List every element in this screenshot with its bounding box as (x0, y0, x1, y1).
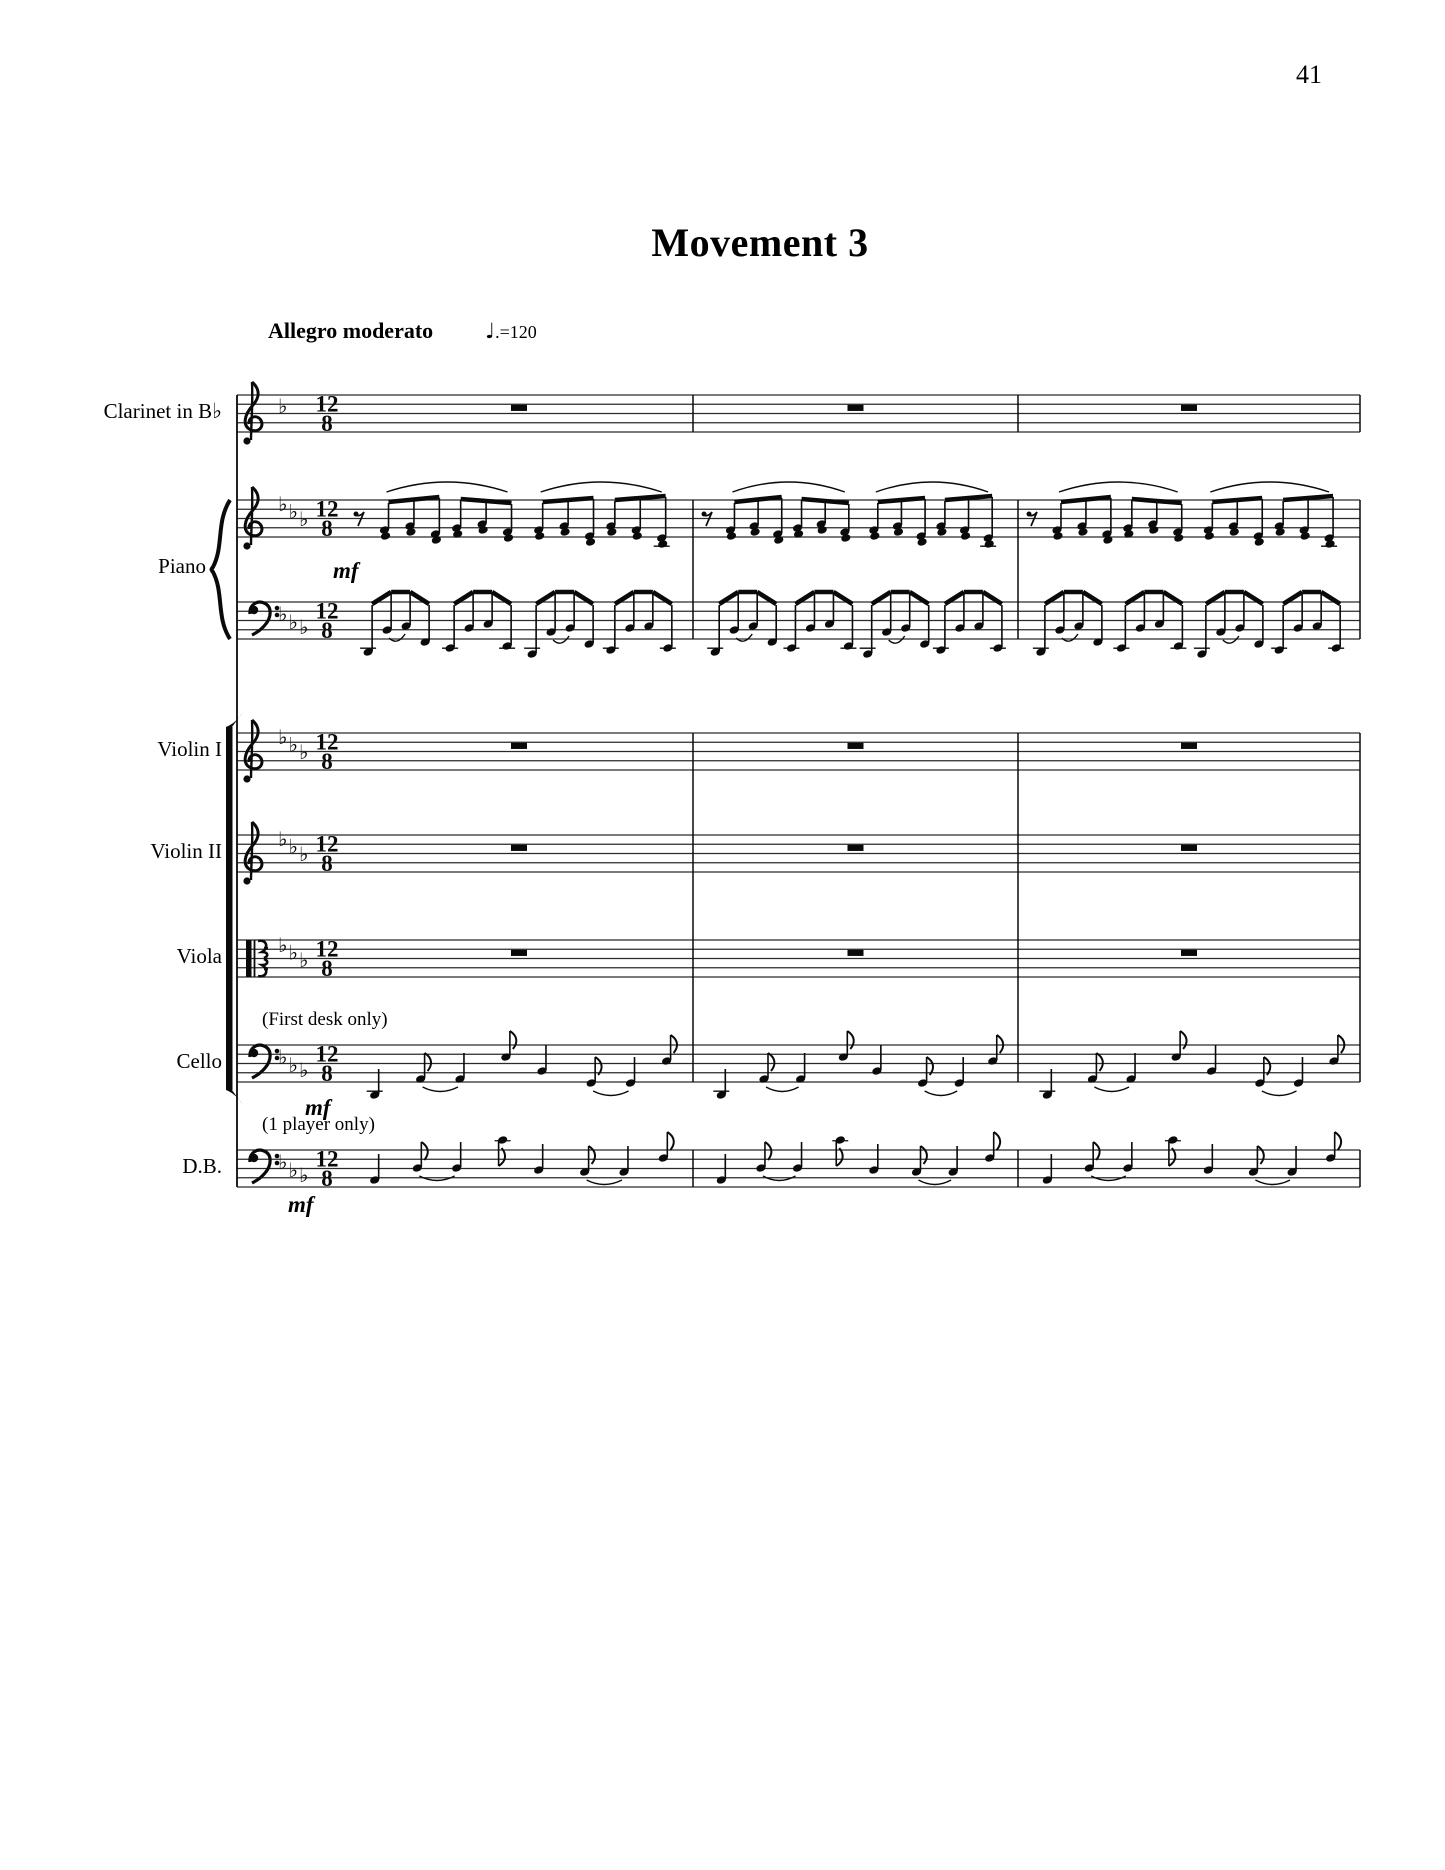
instrument-label-piano: Piano (158, 554, 206, 578)
time-signature-top: 12 (315, 598, 339, 624)
page-title: Movement 3 (651, 220, 869, 265)
slur (876, 482, 988, 492)
treble-clef-icon (251, 822, 252, 880)
eighth-flag (667, 1132, 673, 1150)
flat-sign: ♭ (288, 732, 298, 757)
flat-sign: ♭ (299, 1058, 309, 1082)
flat-sign: ♭ (278, 602, 288, 626)
slur (1210, 482, 1329, 492)
flat-sign: ♭ (278, 1150, 288, 1174)
slur (423, 1087, 458, 1092)
eighth-flag (499, 1148, 505, 1166)
slur (1223, 636, 1239, 643)
treble-clef-icon (245, 382, 262, 431)
flat-sign: ♭ (299, 948, 309, 972)
eighth-flag (921, 1146, 927, 1164)
slur (1094, 1087, 1129, 1092)
alto-clef-icon (246, 940, 252, 977)
whole-measure-rest (511, 405, 527, 411)
flat-sign: ♭ (299, 1163, 309, 1187)
eighth-flag (671, 1035, 677, 1053)
treble-clef-icon (243, 877, 250, 884)
strings-bracket-tip (226, 1090, 243, 1105)
instrument-label-viola: Viola (176, 944, 222, 968)
time-signature-bottom: 8 (321, 1166, 333, 1191)
flat-sign: ♭ (278, 725, 288, 749)
flat-sign: ♭ (278, 933, 288, 957)
eighth-flag (836, 1148, 842, 1166)
flat-sign: ♭ (288, 1053, 298, 1077)
slur (736, 634, 752, 641)
treble-clef-icon (245, 720, 262, 769)
whole-measure-rest (1181, 845, 1197, 851)
slur (553, 636, 569, 643)
time-signature-top: 12 (315, 831, 339, 857)
time-signature-bottom: 8 (321, 1061, 333, 1086)
dynamic-marking-db: mf (288, 1192, 314, 1217)
eighth-flag (1335, 1132, 1341, 1150)
staff-annotation-db: (1 player only) (262, 1114, 375, 1135)
time-signature-top: 12 (315, 729, 339, 755)
whole-measure-rest (1181, 950, 1197, 956)
time-signature-bottom: 8 (321, 851, 333, 876)
time-signature-top: 12 (315, 391, 339, 417)
eighth-flag (1257, 1146, 1263, 1164)
treble-clef-icon (243, 542, 250, 549)
alto-clef-icon (264, 967, 268, 971)
flat-sign: ♭ (278, 492, 288, 516)
flat-sign: ♭ (288, 499, 298, 524)
time-signature-bottom: 8 (321, 516, 333, 541)
whole-measure-rest (1181, 743, 1197, 749)
time-signature-top: 12 (315, 1041, 339, 1067)
slur (1255, 1180, 1290, 1185)
slur (925, 1091, 958, 1096)
treble-clef-icon (251, 720, 252, 778)
eighth-flag (1096, 1053, 1102, 1071)
strings-bracket (226, 727, 233, 1090)
time-signature-top: 12 (315, 496, 339, 522)
slur (766, 1087, 799, 1092)
instrument-label-cello: Cello (176, 1049, 222, 1073)
piano-brace-icon (212, 500, 231, 639)
whole-measure-rest (848, 405, 864, 411)
flat-sign: ♭ (299, 507, 309, 531)
flat-sign: ♭ (288, 834, 298, 859)
eighth-flag (1338, 1035, 1344, 1053)
eighth-flag (510, 1031, 516, 1049)
dynamic-marking-cello: mf (305, 1095, 331, 1120)
instrument-label-violin2: Violin II (150, 839, 222, 863)
eighth-flag (421, 1142, 427, 1160)
treble-clef-icon (251, 487, 252, 545)
flat-sign: ♭ (288, 610, 298, 634)
alto-clef-icon (264, 946, 268, 950)
whole-measure-rest (848, 845, 864, 851)
slur (587, 1180, 622, 1185)
whole-measure-rest (511, 950, 527, 956)
slur (732, 482, 844, 492)
treble-clef-icon (245, 487, 262, 536)
eighth-flag (765, 1142, 771, 1160)
eighth-flag (768, 1053, 774, 1071)
instrument-label-violin1: Violin I (157, 737, 222, 761)
flat-sign: ♭ (288, 1158, 298, 1182)
flat-sign: ♭ (278, 827, 288, 851)
time-signature-top: 12 (315, 936, 339, 962)
time-signature-top: 12 (315, 1146, 339, 1172)
eighth-flag (589, 1146, 595, 1164)
slur (389, 634, 405, 641)
whole-measure-rest (848, 950, 864, 956)
whole-measure-rest (1181, 405, 1197, 411)
flat-sign: ♭ (299, 740, 309, 764)
treble-clef-icon (245, 822, 262, 871)
dotted-quarter-note-icon: ♩ (485, 319, 496, 343)
flat-sign: ♭ (299, 615, 309, 639)
flat-sign: ♭ (278, 394, 288, 418)
treble-clef-icon (251, 382, 252, 440)
slur (919, 1180, 952, 1185)
eighth-flag (997, 1035, 1003, 1053)
flat-sign: ♭ (299, 842, 309, 866)
eighth-flag (847, 1031, 853, 1049)
slur (889, 636, 905, 643)
page-number: 41 (1296, 60, 1322, 89)
whole-measure-rest (511, 845, 527, 851)
eighth-flag (1093, 1142, 1099, 1160)
eighth-flag (425, 1053, 431, 1071)
slur (541, 482, 662, 492)
whole-measure-rest (848, 743, 864, 749)
tempo-text: Allegro moderato (268, 318, 434, 343)
eighth-flag (1169, 1148, 1175, 1166)
slur (1059, 482, 1178, 492)
eighth-flag (994, 1132, 1000, 1150)
time-signature-bottom: 8 (321, 956, 333, 981)
strings-bracket-tip (226, 712, 243, 727)
slur (1262, 1091, 1297, 1096)
flat-sign: ♭ (278, 1045, 288, 1069)
slur (387, 482, 508, 492)
slur (1062, 634, 1078, 641)
treble-clef-icon (243, 775, 250, 782)
treble-clef-icon (243, 437, 250, 444)
instrument-label-db: D.B. (182, 1154, 222, 1178)
staff-annotation-cello: (First desk only) (262, 1009, 388, 1030)
instrument-label-clarinet: Clarinet in B♭ (103, 399, 222, 423)
time-signature-bottom: 8 (321, 411, 333, 436)
slur (593, 1091, 628, 1096)
dynamic-marking-piano-rh: mf (333, 558, 359, 583)
flat-sign: ♭ (288, 940, 298, 965)
time-signature-bottom: 8 (321, 618, 333, 643)
whole-measure-rest (511, 743, 527, 749)
time-signature-bottom: 8 (321, 749, 333, 774)
tempo-value: .=120 (495, 322, 537, 342)
eighth-flag (1180, 1031, 1186, 1049)
